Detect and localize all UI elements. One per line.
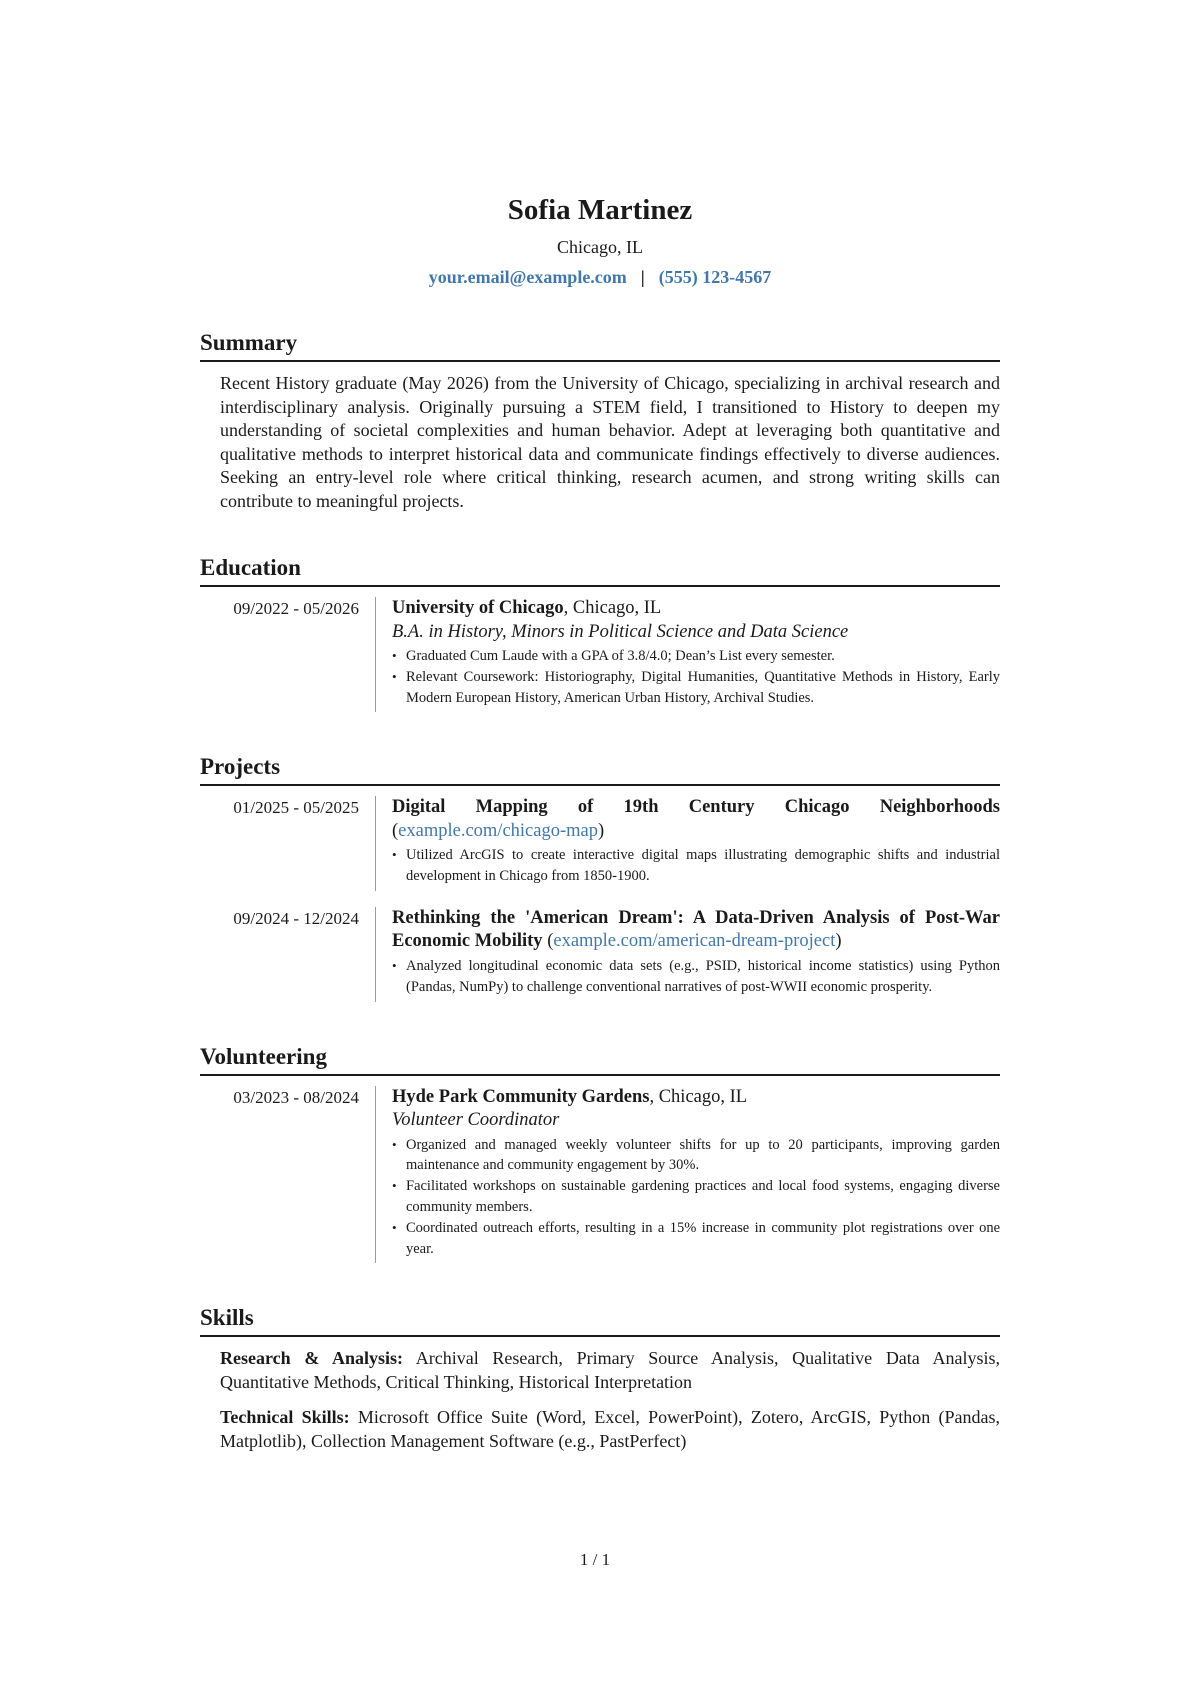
bullet-item: • Organized and managed weekly volunteer shifts for up to 20 participants, improving garden maintenance and community engagement by 30%. <box>392 1135 1000 1177</box>
summary-text: Recent History graduate (May 2026) from the University of Chicago, specializing in archival research and interdisciplinary analysis. Originally pursuing a STEM field, I transitioned to History to deepen my understanding of societal complexities and human behavior. Adept at leveraging both quantitative and qualitative methods to interpret historical data and communicate findings effectively to diverse audiences. Seeking an entry-level role where critical thinking, research acumen, and strong writing skills can contribute to meaningful projects. <box>220 373 1000 511</box>
bullet-list <box>392 646 1000 708</box>
project-name: Rethinking the 'American Dream': A Data-Driven Analysis of Post-War Economic Mobility <box>392 907 1000 952</box>
paren-close: ) <box>598 820 605 841</box>
paren-close: ) <box>835 931 842 952</box>
resume-page <box>200 0 1000 1453</box>
skill-text: Archival Research, Primary Source Analysis, Qualitative Data Analysis, Quantitative Methods, Critical Thinking, Historical Interpretation <box>220 1348 1000 1392</box>
entry-title <box>392 1086 1000 1110</box>
projects-section <box>200 752 1000 1001</box>
organization-location: , Chicago, IL <box>649 1086 748 1107</box>
resume-header <box>200 0 1000 290</box>
entry-date: 01/2025 - 05/2025 <box>233 798 359 818</box>
skill-category <box>220 1406 1000 1453</box>
entry-date: 09/2024 - 12/2024 <box>233 908 359 928</box>
contact-separator: | <box>640 267 645 287</box>
entry-date: 03/2023 - 08/2024 <box>233 1087 359 1107</box>
paren-open: ( <box>542 931 554 952</box>
section-title-volunteering: Volunteering <box>200 1042 1000 1076</box>
entry-title <box>392 597 1000 621</box>
bullet-item: • Coordinated outreach efforts, resulting in a 15% increase in community plot registrations over one year. <box>392 1218 1000 1260</box>
project-entry <box>200 907 1000 1002</box>
skill-text: Microsoft Office Suite (Word, Excel, PowerPoint), Zotero, ArcGIS, Python (Pandas, Matplotlib), Collection Management Software (e.g., PastPerfect) <box>220 1407 1000 1451</box>
entry-body <box>375 907 1000 1002</box>
bullet-list <box>392 1135 1000 1260</box>
entry-title <box>392 907 1000 954</box>
volunteering-section <box>200 1042 1000 1264</box>
skill-label: Technical Skills: <box>220 1407 350 1428</box>
education-section <box>200 553 1000 712</box>
bullet-list <box>392 845 1000 887</box>
role: Volunteer Coordinator <box>392 1110 560 1131</box>
project-entry <box>200 796 1000 891</box>
phone-link[interactable]: (555) 123-4567 <box>658 267 772 287</box>
candidate-location: Chicago, IL <box>557 237 643 257</box>
paren-open: ( <box>392 820 399 841</box>
candidate-name: Sofia Martinez <box>507 194 693 226</box>
email-link[interactable]: your.email@example.com <box>428 267 627 287</box>
organization-name: Hyde Park Community Gardens <box>392 1086 650 1107</box>
contact-line <box>200 264 1000 290</box>
section-title-skills: Skills <box>200 1303 1000 1337</box>
bullet-item: • Utilized ArcGIS to create interactive digital maps illustrating demographic shifts and industrial development in Chicago from 1850-1900. <box>392 845 1000 887</box>
institution-name: University of Chicago <box>392 598 564 618</box>
skill-category <box>220 1347 1000 1394</box>
page-number: 1 / 1 <box>579 1550 611 1569</box>
project-name: Digital Mapping of 19th Century Chicago Neighborhoods <box>392 797 1000 818</box>
entry-title <box>392 796 1000 843</box>
volunteering-entry <box>200 1086 1000 1264</box>
institution-location: , Chicago, IL <box>563 598 662 618</box>
skill-label: Research & Analysis: <box>220 1348 404 1369</box>
project-link[interactable]: example.com/chicago-map <box>398 820 598 841</box>
entry-date: 09/2022 - 05/2026 <box>233 599 359 618</box>
section-title-summary: Summary <box>200 328 1000 362</box>
education-entry <box>200 597 1000 712</box>
section-title-projects: Projects <box>200 752 1000 786</box>
project-link[interactable]: example.com/american-dream-project <box>553 931 836 952</box>
bullet-list <box>392 956 1000 998</box>
entry-body <box>375 597 1000 712</box>
section-title-education: Education <box>200 553 1000 587</box>
skills-section <box>200 1303 1000 1453</box>
bullet-item: • Graduated Cum Laude with a GPA of 3.8/4.0; Dean’s List every semester. <box>392 646 1000 667</box>
summary-section <box>200 328 1000 513</box>
bullet-item: • Analyzed longitudinal economic data sets (e.g., PSID, historical income statistics) using Python (Pandas, NumPy) to challenge conventional narratives of post-WWII economic prosperity. <box>392 956 1000 998</box>
bullet-item: • Facilitated workshops on sustainable gardening practices and local food systems, engaging diverse community members. <box>392 1176 1000 1218</box>
degree: B.A. in History, Minors in Political Science and Data Science <box>392 621 849 642</box>
entry-body <box>375 796 1000 891</box>
entry-body <box>375 1086 1000 1264</box>
bullet-item: • Relevant Coursework: Historiography, Digital Humanities, Quantitative Methods in History, Early Modern European History, American Urban History, Archival Studies. <box>392 667 1000 709</box>
